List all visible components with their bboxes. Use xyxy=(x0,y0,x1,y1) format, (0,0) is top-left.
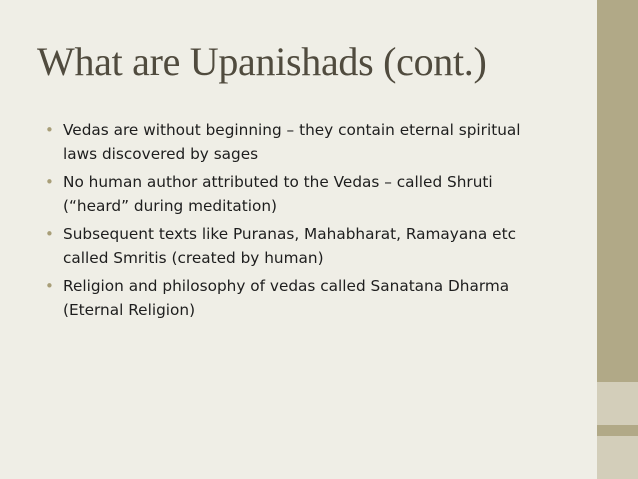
bullet-dot-icon: • xyxy=(45,225,54,243)
bullet-dot-icon: • xyxy=(45,173,54,191)
bullet-text-line: No human author attributed to the Vedas – called Shruti xyxy=(63,173,493,191)
bullet-list xyxy=(45,118,565,326)
bullet-text-line: Vedas are without beginning – they contain eternal spiritual xyxy=(63,121,521,139)
bullet-text-line: laws discovered by sages xyxy=(63,145,259,163)
side-accent-block xyxy=(597,436,638,479)
bullet-item xyxy=(45,274,565,322)
bullet-text-line: (Eternal Religion) xyxy=(63,301,196,319)
bullet-dot-icon: • xyxy=(45,121,54,139)
bullet-item xyxy=(45,170,565,218)
side-accent-block xyxy=(597,382,638,425)
bullet-item xyxy=(45,222,565,270)
bullet-text-line: Religion and philosophy of vedas called Sanatana Dharma xyxy=(63,277,510,295)
bullet-text-line: Subsequent texts like Puranas, Mahabharat, Ramayana etc xyxy=(63,225,516,243)
bullet-item xyxy=(45,118,565,166)
slide-title: What are Upanishads (cont.) xyxy=(37,39,487,84)
bullet-dot-icon: • xyxy=(45,277,54,295)
bullet-text-line: called Smritis (created by human) xyxy=(63,249,324,267)
bullet-text-line: (“heard” during meditation) xyxy=(63,197,278,215)
